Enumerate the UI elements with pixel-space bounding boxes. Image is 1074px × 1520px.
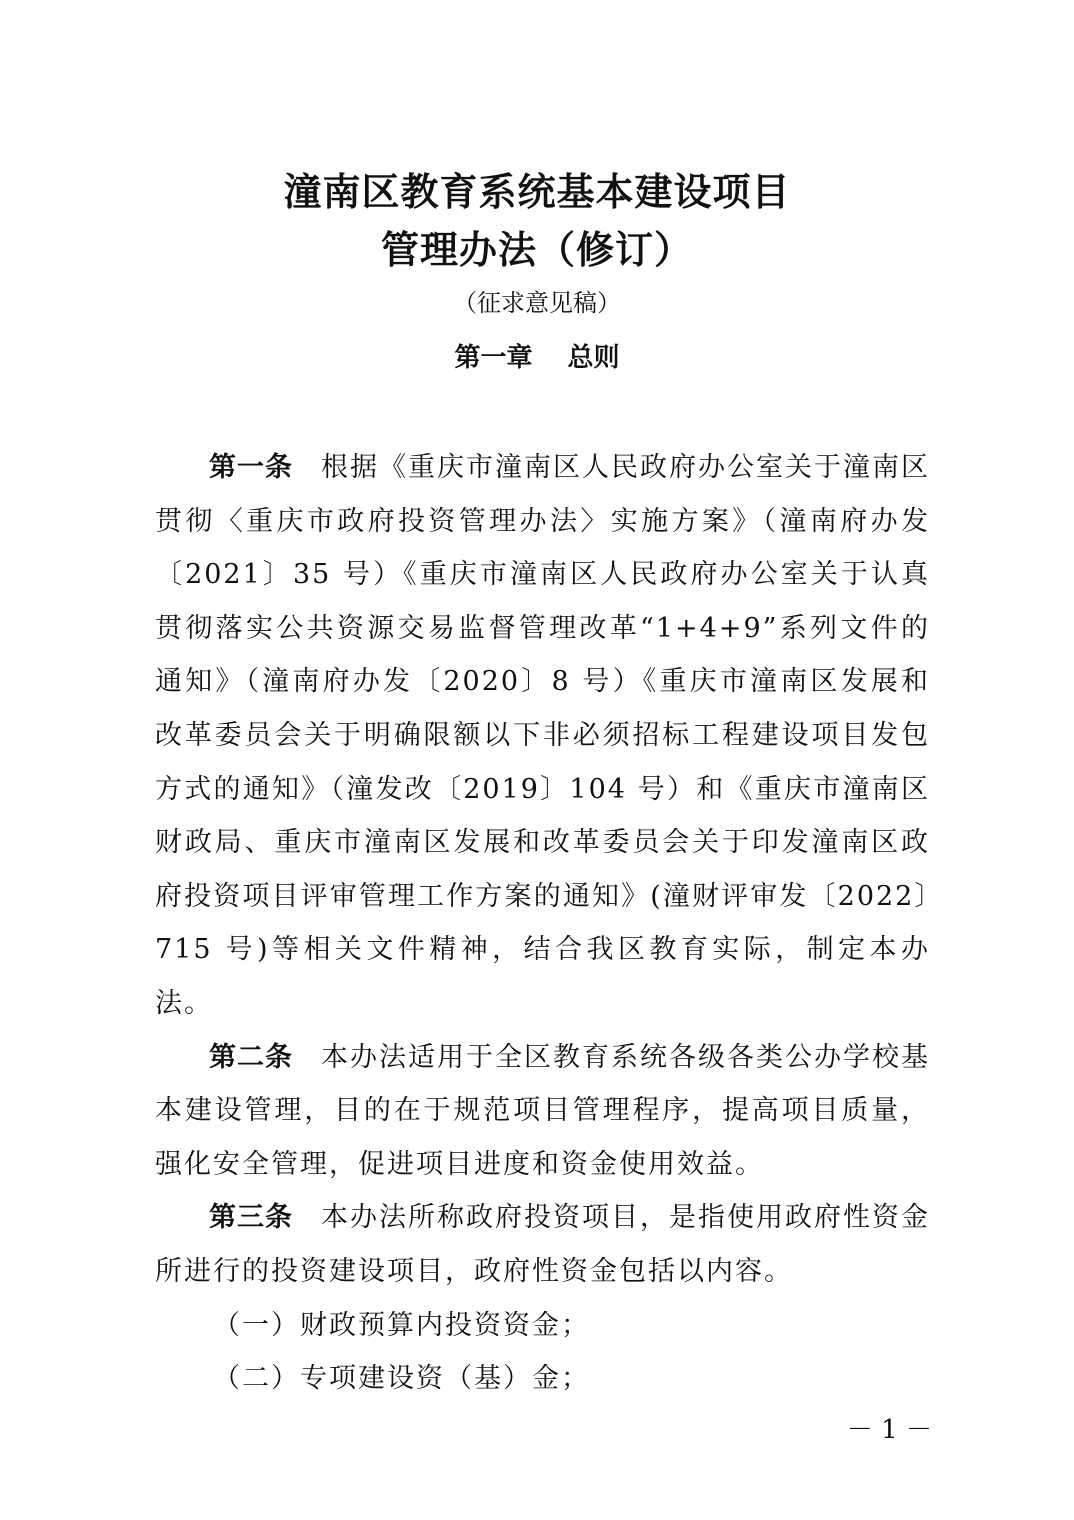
article-3 <box>155 1191 930 1298</box>
document-title-line-1: 潼南区教育系统基本建设项目 <box>283 170 791 214</box>
article-3-heading: 第三条 <box>209 1202 293 1234</box>
document-body <box>155 441 930 1406</box>
article-1-heading: 第一条 <box>209 452 293 483</box>
article-2 <box>155 1031 930 1192</box>
chapter-heading: 第一章 总则 <box>454 343 620 373</box>
article-2-heading: 第二条 <box>209 1041 293 1073</box>
page-number: － 1 － <box>846 1415 932 1445</box>
article-2-text: 本办法适用于全区教育系统各级各类公办学校基本建设管理，目的在于规范项目管理程序，提高项目质量，强化安全管理，促进项目进度和资金使用效益。 <box>155 1041 930 1180</box>
document-subtitle: （征求意见稿） <box>453 289 621 317</box>
article-3-text: 本办法所称政府投资项目，是指使用政府性资金所进行的投资建设项目，政府性资金包括以内容。 <box>155 1202 930 1287</box>
list-item: （二）专项建设资（基）金； <box>213 1363 590 1395</box>
document-title-line-2: 管理办法（修订） <box>380 228 693 272</box>
list-item: （一）财政预算内投资资金； <box>213 1309 590 1341</box>
article-1-text: 根据《重庆市潼南区人民政府办公室关于潼南区贯彻〈重庆市政府投资管理办法〉实施方案》（潼南府办发〔2021〕35 号）《重庆市潼南区人民政府办公室关于认真贯彻落实公共资源交易监督管理改革“1+4+9”系列文件的通知》（潼南府办发〔2020〕8 号）《重庆市潼南区发展和改革委员会关于明确限额以下非必须招标工程建设项目发包方式的通知》（潼发改〔2019〕104 号）和《重庆市潼南区财政局、重庆市潼南区发展和改革委员会关于印发潼南区政府投资项目评审管理工作方案的通知》(潼财评审发〔2022〕715 号)等相关文件精神，结合我区教育实际，制定本办法。 <box>155 452 930 1019</box>
article-1 <box>155 441 930 1031</box>
